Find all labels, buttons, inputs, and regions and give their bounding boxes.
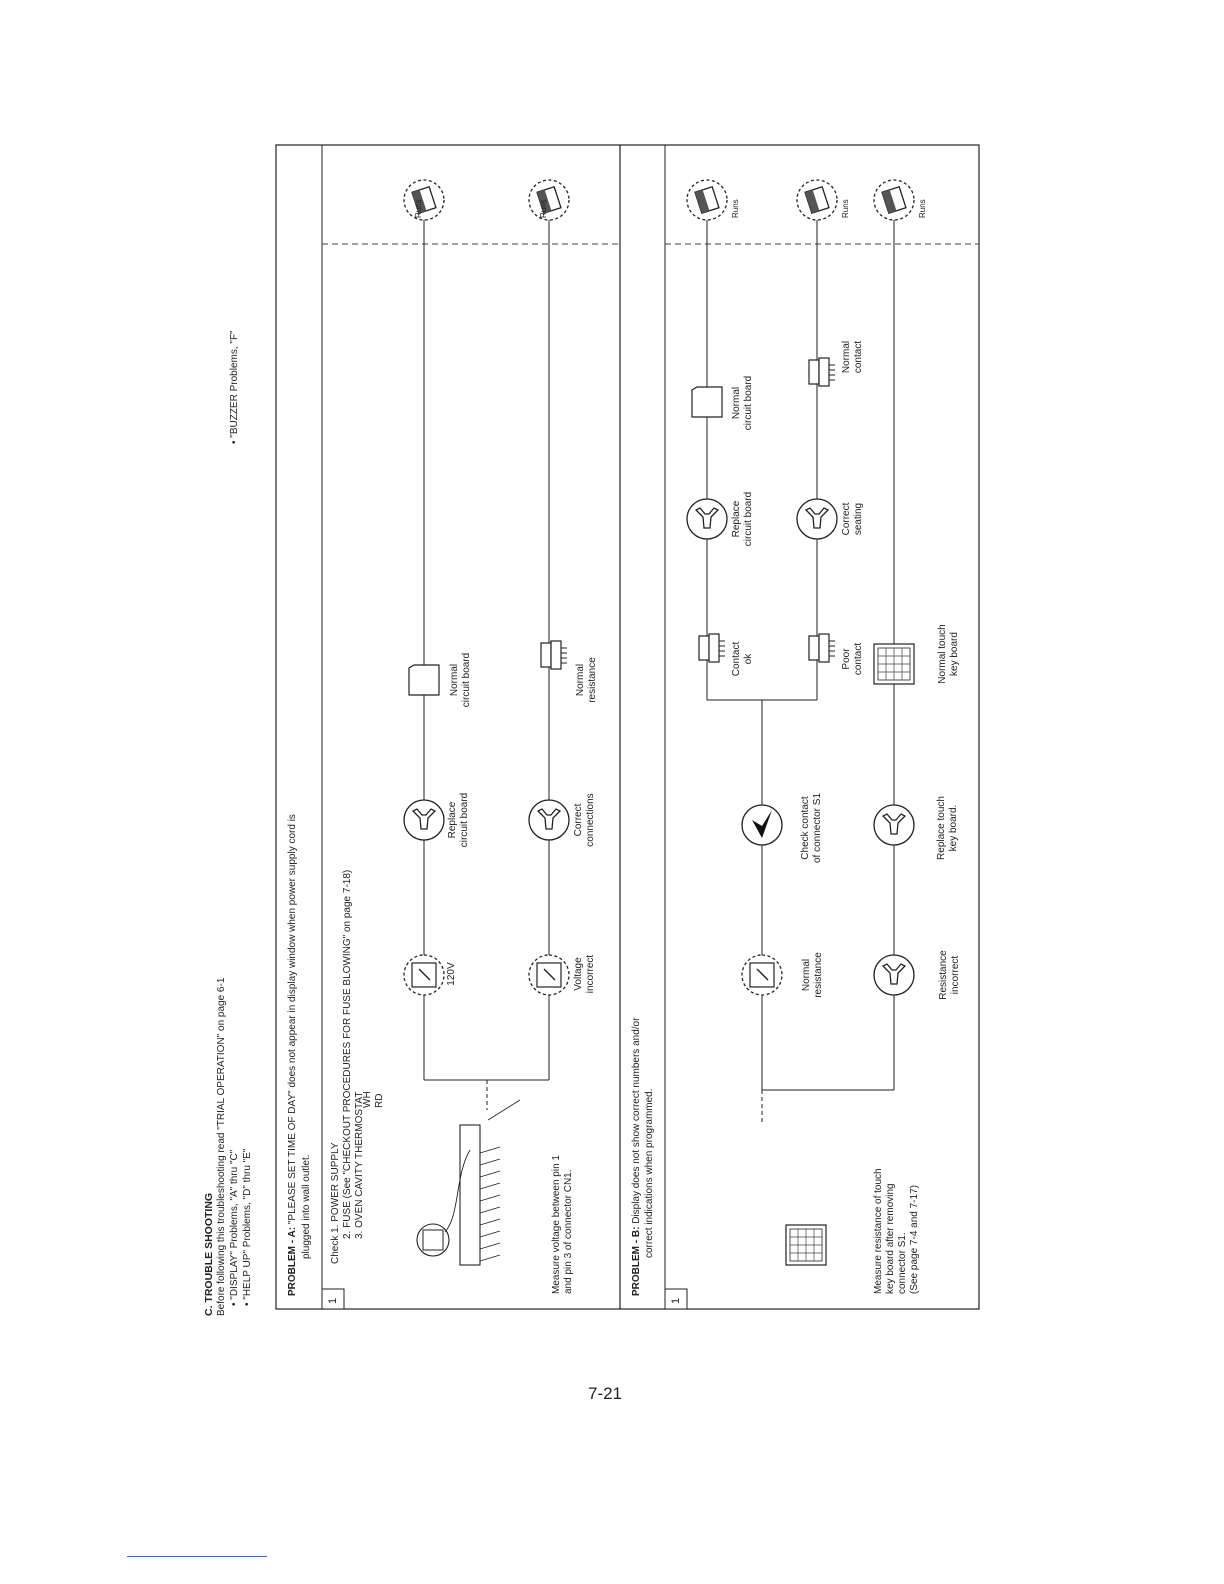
problem-b-measure-3: connector S1. (897, 1232, 908, 1294)
normal-circuit-board-a: Normal circuit board (449, 652, 473, 708)
problem-b-title-cont: correct indications when programmed. (644, 1088, 655, 1258)
section-title: C. TROUBLE SHOOTING (203, 1192, 215, 1316)
problem-b-measure-1: Measure resistance of touch (873, 1168, 884, 1294)
wire-label-wh: WH (362, 1091, 373, 1108)
normal-contact-label: Normal contact (841, 340, 865, 374)
fuse-runs-label-b2: Runs (841, 199, 850, 218)
meter-120v-label: 120V (446, 962, 457, 986)
problem-b-measure-4: (See page 7-4 and 7-17) (909, 1185, 920, 1294)
replace-circuit-board-a: Replace circuit board (447, 792, 471, 848)
problem-a-title: PROBLEM - A: "PLEASE SET TIME OF DAY" does not appear in display window when power supply cord is (287, 814, 298, 1296)
problem-b-measure-2: key board after removing (885, 1183, 896, 1294)
problem-b-step-number: 1 (670, 1297, 682, 1304)
correct-connections-label: Correct connections (573, 793, 597, 847)
contact-ok-label: Contact ok (731, 641, 755, 677)
wire-label-rd: RD (374, 1093, 385, 1108)
header-bullet-2: • "HELP UP" Problems, "D" thru "E" (242, 1148, 253, 1306)
cn1-connector-illustration (417, 1100, 520, 1265)
normal-resistance-b: Normal resistance (801, 952, 825, 998)
correct-seating-label: Correct seating (841, 502, 865, 536)
fuse-runs-label-a2: Runs (539, 199, 548, 218)
header-bullet-1: • "DISPLAY" Problems, "A" thru "C" (229, 1149, 240, 1306)
fuse-runs-label-b3: Runs (918, 199, 927, 218)
poor-contact-label: Poor contact (841, 642, 865, 676)
problem-a-measure-2: and pin 3 of connector CN1. (563, 1169, 574, 1294)
resistance-incorrect-label: Resistance incorrect (938, 950, 962, 1000)
normal-touch-key-board-label: Normal touch key board (937, 624, 961, 684)
page-number: 7-21 (587, 1384, 623, 1403)
problem-a-title-cont: plugged into wall outlet. (301, 1154, 312, 1259)
problem-a-measure-1: Measure voltage between pin 1 (551, 1155, 562, 1294)
voltage-incorrect-label: Voltage incorrect (573, 954, 597, 994)
header-bullet-3: • "BUZZER Problems, "F" (229, 330, 240, 444)
problem-a-check-2: 2. FUSE (See "CHECKOUT PROCEDURES FOR FUSE BLOWING" on page 7-18) (342, 869, 353, 1239)
normal-circuit-board-b: Normal circuit board (731, 375, 755, 431)
problem-a-check-1: Check 1. POWER SUPPLY (330, 1142, 341, 1264)
fuse-runs-label-a1: Runs (414, 199, 423, 218)
footer-rule (127, 1556, 267, 1557)
replace-touch-key-board-label: Replace touch key board. (936, 796, 960, 860)
header-note: Before following this troubleshooting read "TRIAL OPERATION" on page 6-1 (216, 977, 227, 1316)
check-contact-label: Check contact of connector S1 (800, 792, 824, 864)
problem-a-step-number: 1 (327, 1297, 339, 1304)
fuse-runs-label-b1: Runs (731, 199, 740, 218)
normal-resistance-a: Normal resistance (575, 657, 599, 703)
replace-circuit-board-b: Replace circuit board (731, 491, 755, 547)
problem-a-check-3: 3. OVEN CAVITY THERMOSTAT (354, 1091, 365, 1239)
problem-b-title: PROBLEM - B: Display does not show correct numbers and/or (631, 1017, 642, 1296)
